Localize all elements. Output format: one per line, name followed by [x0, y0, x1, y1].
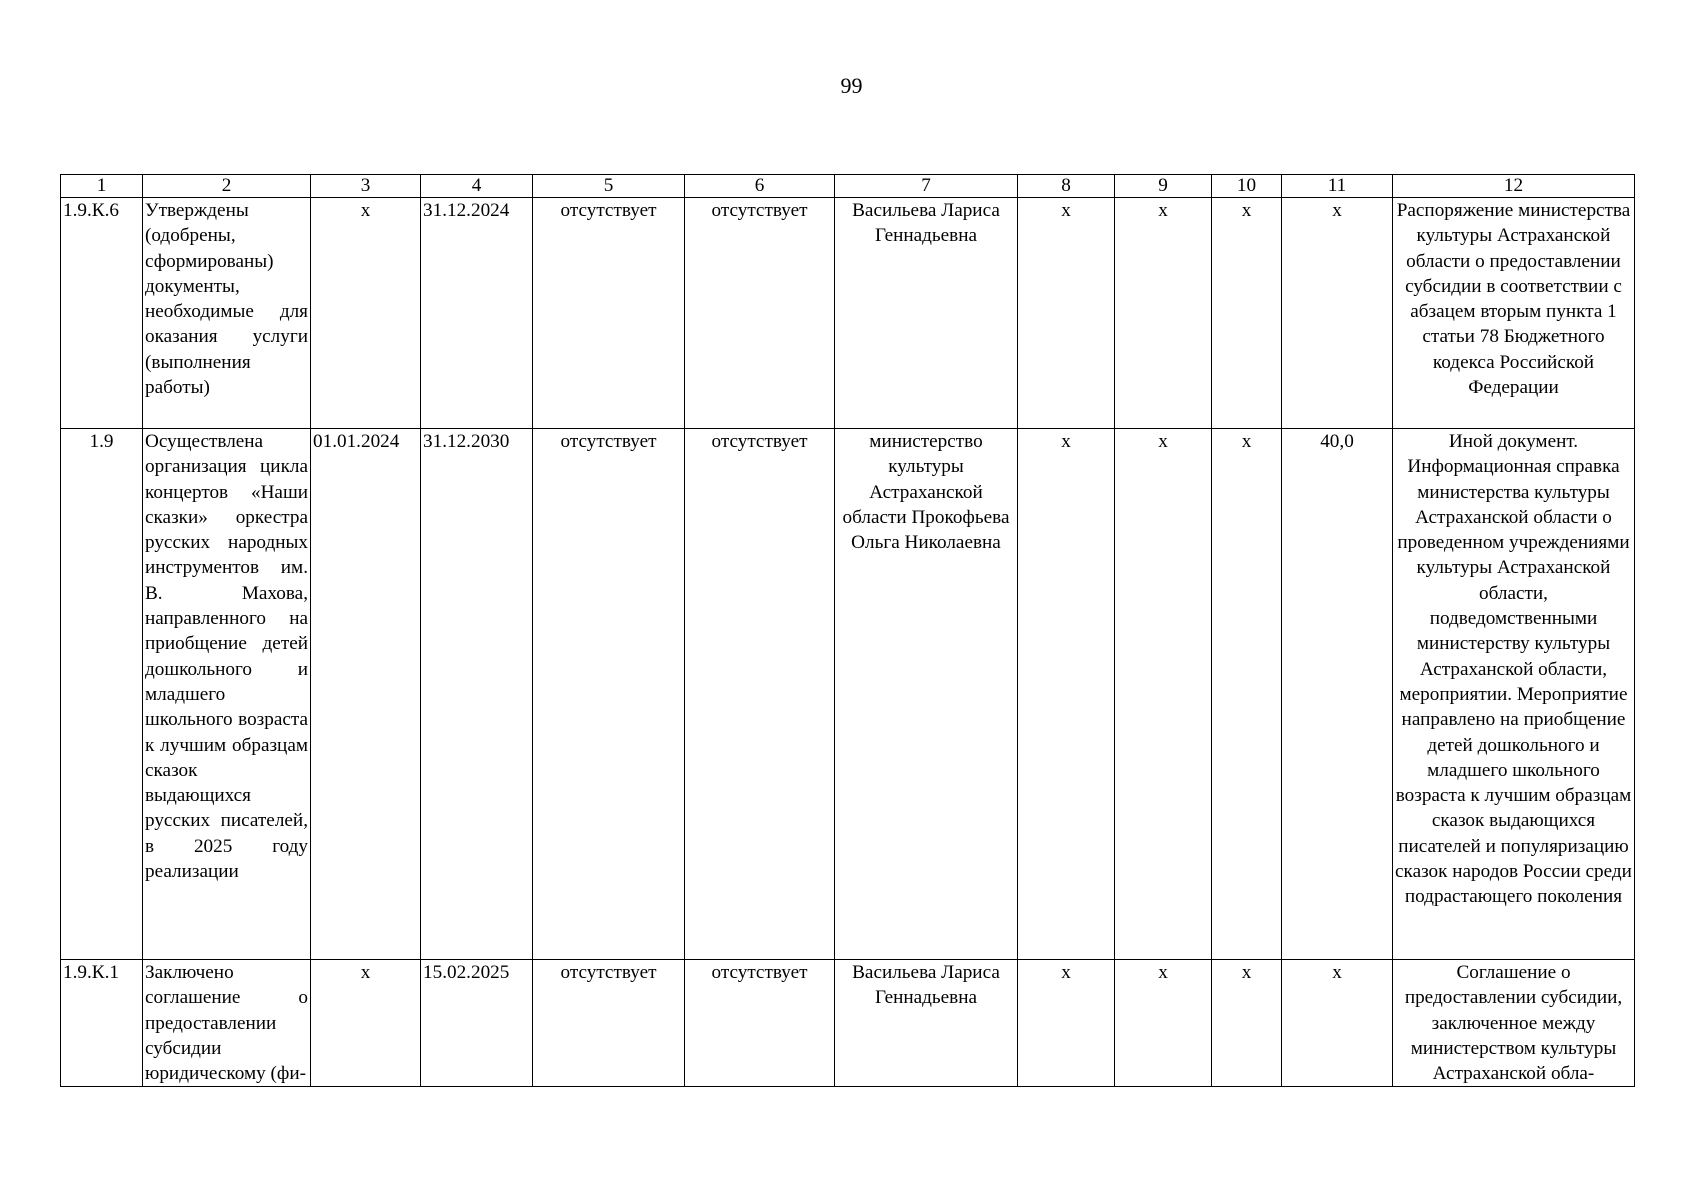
- row-number: 1.9.К.6: [61, 198, 143, 429]
- row-number: 1.9.К.1: [61, 960, 143, 1087]
- column-header: 5: [533, 175, 685, 198]
- column-header: 4: [421, 175, 533, 198]
- table-row: [61, 198, 1635, 429]
- column-header: 11: [1282, 175, 1393, 198]
- column-5-value: отсутствует: [533, 198, 685, 429]
- column-6-value: отсутствует: [685, 429, 835, 960]
- column-header: 2: [143, 175, 311, 198]
- column-header: 9: [1115, 175, 1212, 198]
- plan-table: [60, 174, 1635, 1087]
- column-9-value: х: [1115, 198, 1212, 429]
- column-11-value: 40,0: [1282, 429, 1393, 960]
- end-date: 15.02.2025: [421, 960, 533, 1087]
- column-8-value: х: [1018, 198, 1115, 429]
- row-name: Осуществлена организация цикла концертов «Наши сказки» оркестра русских народных инструментов им. В. Махова, направленного на приобщение детей дошкольного и младшего школьного возраста к лучшим образцам сказок выдающихся русских писателей, в 2025 году реализации: [143, 429, 311, 960]
- row-name: Утверждены (одобрены, сформированы) документы, необходимые для оказания услуги (выполнения работы): [143, 198, 311, 429]
- column-10-value: х: [1212, 960, 1282, 1087]
- document-description: Соглашение о предоставлении субсидии, заключенное между министерством культуры Астраханской обла-: [1393, 960, 1635, 1087]
- column-header: 3: [311, 175, 421, 198]
- column-8-value: х: [1018, 429, 1115, 960]
- column-number-row: [61, 175, 1635, 198]
- responsible-person: Васильева Лариса Геннадьевна: [835, 960, 1018, 1087]
- start-date: х: [311, 960, 421, 1087]
- row-number: 1.9: [61, 429, 143, 960]
- column-5-value: отсутствует: [533, 429, 685, 960]
- responsible-person: министерство культуры Астраханской области Прокофьева Ольга Николаевна: [835, 429, 1018, 960]
- column-header: 1: [61, 175, 143, 198]
- page-number: 99: [840, 73, 863, 98]
- document-description: Иной документ. Информационная справка министерства культуры Астраханской области о проведенном учреждениями культуры Астраханской области, подведомственными министерству культуры Астраханской области, мероприятии. Мероприятие направлено на приобщение детей дошкольного и младшего школьного возраста к лучшим образцам сказок выдающихся писателей и популяризацию сказок народов России среди подрастающего поколения: [1393, 429, 1635, 960]
- column-9-value: х: [1115, 429, 1212, 960]
- responsible-person: Васильева Лариса Геннадьевна: [835, 198, 1018, 429]
- column-10-value: х: [1212, 429, 1282, 960]
- column-9-value: х: [1115, 960, 1212, 1087]
- column-header: 12: [1393, 175, 1635, 198]
- column-11-value: х: [1282, 198, 1393, 429]
- start-date: х: [311, 198, 421, 429]
- column-5-value: отсутствует: [533, 960, 685, 1087]
- end-date: 31.12.2024: [421, 198, 533, 429]
- start-date: 01.01.2024: [311, 429, 421, 960]
- end-date: 31.12.2030: [421, 429, 533, 960]
- column-6-value: отсутствует: [685, 198, 835, 429]
- column-10-value: х: [1212, 198, 1282, 429]
- column-header: 7: [835, 175, 1018, 198]
- table-row: [61, 960, 1635, 1087]
- row-name: Заключено соглашение о предоставлении субсидии юридическому (фи-: [143, 960, 311, 1087]
- column-11-value: х: [1282, 960, 1393, 1087]
- table-row: [61, 429, 1635, 960]
- column-header: 8: [1018, 175, 1115, 198]
- column-header: 10: [1212, 175, 1282, 198]
- column-header: 6: [685, 175, 835, 198]
- column-6-value: отсутствует: [685, 960, 835, 1087]
- column-8-value: х: [1018, 960, 1115, 1087]
- document-description: Распоряжение министерства культуры Астраханской области о предоставлении субсидии в соответствии с абзацем вторым пункта 1 статьи 78 Бюджетного кодекса Российской Федерации: [1393, 198, 1635, 429]
